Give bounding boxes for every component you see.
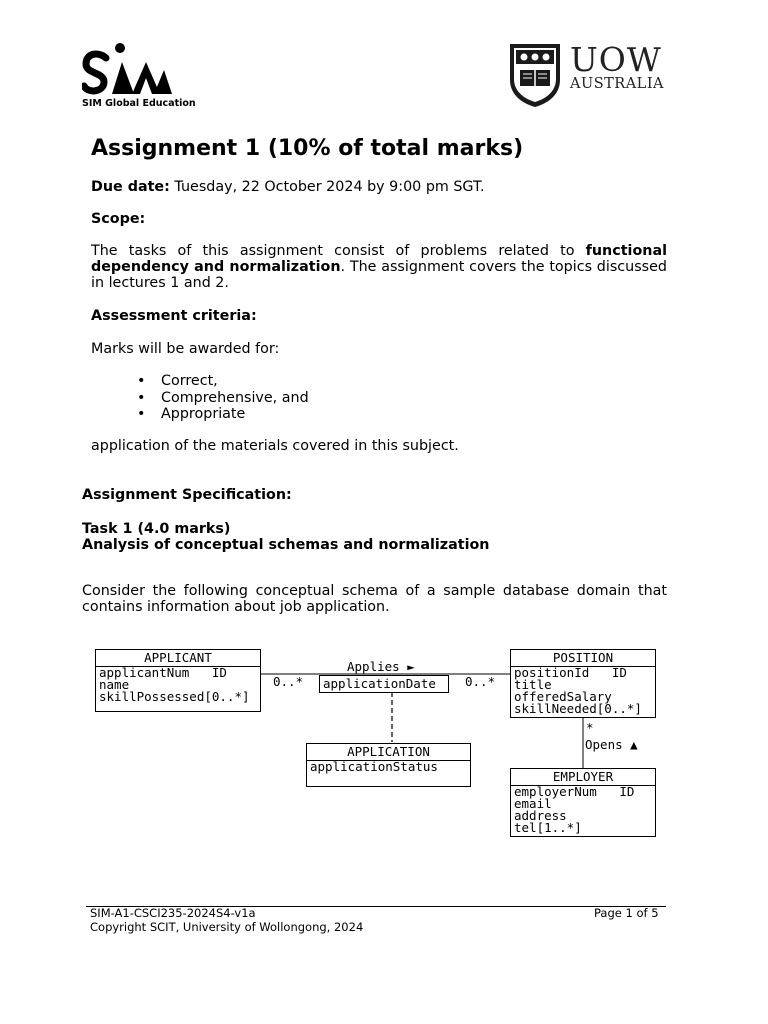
due-date-label: Due date: xyxy=(91,179,170,195)
scope-text-before: The tasks of this assignment consist of problems related to xyxy=(91,243,586,259)
scope-paragraph xyxy=(91,243,667,291)
scope-text-after: . The assignment covers the topics discussed in lectures 1 and 2. xyxy=(91,259,667,291)
sim-logo-text: SIM Global Education xyxy=(82,98,196,109)
class-attribute: tel[1..*] xyxy=(514,820,582,835)
uow-crest-icon xyxy=(508,42,562,108)
class-attribute: skillPossessed[0..*] xyxy=(99,689,250,704)
class-attribute: email xyxy=(514,796,552,811)
opens-label: Opens ▲ xyxy=(585,737,638,752)
uow-logo xyxy=(508,42,678,108)
class-attribute: address xyxy=(514,808,567,823)
class-name: EMPLOYER xyxy=(511,769,655,786)
assessment-heading: Assessment criteria: xyxy=(91,308,257,324)
list-item: • Comprehensive, and xyxy=(137,390,309,407)
applies-label: Applies ► xyxy=(347,659,415,674)
multiplicity-right: 0..* xyxy=(465,674,496,689)
footer-doc-id: SIM-A1-CSCI235-2024S4-v1a xyxy=(90,906,256,920)
class-attribute: applicantNum ID xyxy=(99,665,227,680)
spec-intro: Consider the following conceptual schema of a sample database domain that contains information about job application. xyxy=(82,583,667,615)
scope-text-bold: functional dependency and normalization xyxy=(91,243,667,275)
class-name: APPLICANT xyxy=(96,650,260,667)
uow-logo-line2: AUSTRALIA xyxy=(570,76,665,92)
class-attribute: applicationStatus xyxy=(310,759,438,774)
footer-copyright: Copyright SCIT, University of Wollongong, 2024 xyxy=(90,920,364,934)
class-application xyxy=(306,743,471,787)
task-subtitle: Analysis of conceptual schemas and normalization xyxy=(82,537,490,553)
footer-page-number: Page 1 of 5 xyxy=(594,906,659,920)
association-attribute-box xyxy=(319,675,449,693)
assessment-intro: Marks will be awarded for: xyxy=(91,341,280,357)
class-attribute: employerNum ID xyxy=(514,784,635,799)
class-name: POSITION xyxy=(511,650,655,667)
class-attribute: name xyxy=(99,677,130,692)
assessment-outro: application of the materials covered in this subject. xyxy=(91,438,459,454)
page-title: Assignment 1 (10% of total marks) xyxy=(91,136,524,161)
scope-heading: Scope: xyxy=(91,211,146,227)
class-position xyxy=(510,649,656,718)
class-attribute: offeredSalary xyxy=(514,689,612,704)
spec-heading: Assignment Specification: xyxy=(82,487,292,503)
assessment-list xyxy=(137,373,309,423)
class-employer xyxy=(510,768,656,837)
due-date-line xyxy=(91,179,485,195)
due-date-value: Tuesday, 22 October 2024 by 9:00 pm SGT. xyxy=(169,179,485,195)
list-item: • Correct, xyxy=(137,373,309,390)
task-title: Task 1 (4.0 marks) xyxy=(82,521,231,537)
class-attribute: positionId ID xyxy=(514,665,627,680)
sim-logo xyxy=(82,40,196,110)
class-attribute: title xyxy=(514,677,552,692)
opens-multiplicity: * xyxy=(586,720,594,735)
class-applicant xyxy=(95,649,261,712)
class-attribute: skillNeeded[0..*] xyxy=(514,701,642,716)
sim-logo-mark xyxy=(82,40,174,98)
list-item: • Appropriate xyxy=(137,406,309,423)
uow-logo-line1: UOW xyxy=(570,40,662,79)
association-attribute: applicationDate xyxy=(323,676,436,691)
multiplicity-left: 0..* xyxy=(273,674,304,689)
class-name: APPLICATION xyxy=(307,744,470,761)
